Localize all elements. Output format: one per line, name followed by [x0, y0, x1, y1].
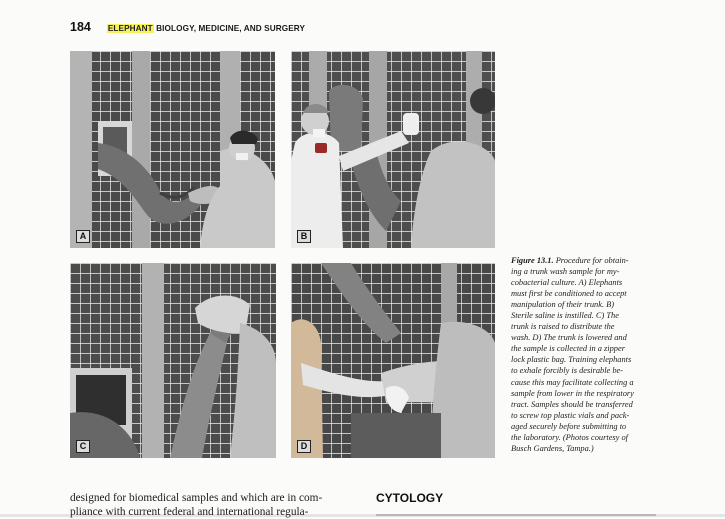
figure-photo-a	[70, 51, 275, 248]
caption-line: wash. D) The trunk is lowered and	[511, 332, 661, 343]
running-title	[107, 24, 305, 33]
caption-line: cause this may facilitate collecting a	[511, 377, 661, 388]
figure-photo-b	[291, 51, 495, 248]
caption-line: the sample is collected in a zipper	[511, 343, 661, 354]
caption-line: to exhale forcibly is desirable be-	[511, 365, 661, 376]
cutoff-text-line	[376, 514, 656, 516]
caption-line: trunk is raised to distribute the	[511, 321, 661, 332]
caption-line: cobacterial culture. A) Elephants	[511, 277, 661, 288]
running-header	[70, 20, 305, 36]
panel-label-a: A	[76, 230, 90, 243]
page-number: 184	[70, 20, 91, 34]
running-title-rest: BIOLOGY, MEDICINE, AND SURGERY	[156, 24, 305, 33]
section-heading: CYTOLOGY	[376, 491, 443, 505]
caption-line: must first be conditioned to accept	[511, 288, 661, 299]
caption-line: Busch Gardens, Tampa.)	[511, 443, 661, 454]
caption-line	[511, 255, 661, 266]
caption-line: sample from lower in the respiratory	[511, 388, 661, 399]
caption-line: tract. Samples should be transferred	[511, 399, 661, 410]
figure-caption	[511, 255, 661, 454]
caption-line: Sterile saline is instilled. C) The	[511, 310, 661, 321]
body-line: designed for biomedical samples and which are in com-	[70, 492, 355, 506]
caption-label: Figure 13.1.	[511, 256, 554, 265]
section-text-cutoff	[376, 511, 656, 517]
caption-line: aged securely before submitting to	[511, 421, 661, 432]
caption-line: manipulation of their trunk. B)	[511, 299, 661, 310]
caption-line-text: Procedure for obtain-	[556, 256, 629, 265]
caption-line: the laboratory. (Photos courtesy of	[511, 432, 661, 443]
figure-photo-d	[291, 263, 495, 458]
body-paragraph	[70, 492, 355, 519]
caption-line: lock plastic bag. Training elephants	[511, 354, 661, 365]
highlighted-word: ELEPHANT	[107, 24, 154, 33]
caption-line: to screw top plastic vials and pack-	[511, 410, 661, 421]
body-line: pliance with current federal and international regula-	[70, 506, 355, 519]
panel-label-c: C	[76, 440, 90, 453]
caption-line: ing a trunk wash sample for my-	[511, 266, 661, 277]
figure-photo-c	[70, 263, 276, 458]
panel-label-d: D	[297, 440, 311, 453]
panel-label-b: B	[297, 230, 311, 243]
